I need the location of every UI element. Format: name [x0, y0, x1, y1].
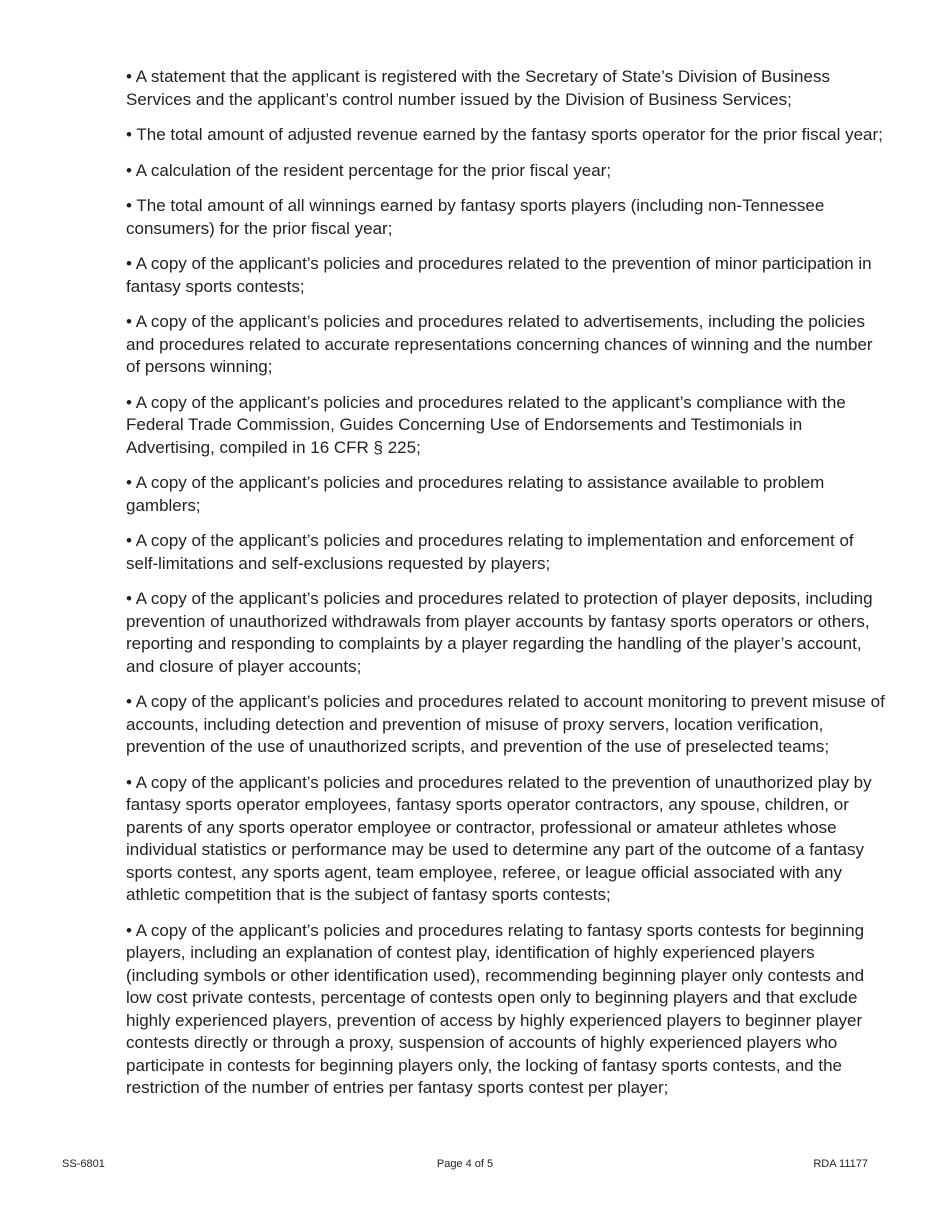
- list-item-unauthorized-play-policy: • A copy of the applicant’s policies and procedures related to the prevention of unauthorized play by fantasy sports operator employees, fantasy sports operator contractors, any spouse, children, or parents of any sports operator employee or contractor, professional or amateur athletes whose individual statistics or performance may be used to determine any part of the outcome of a fantasy sports contest, any sports agent, team employee, referee, or league official associated with any athletic competition that is the subject of fantasy sports contests;: [126, 772, 872, 904]
- list-item-resident-percentage: • A calculation of the resident percentage for the prior fiscal year;: [126, 160, 612, 180]
- list-item-minor-participation-policy: • A copy of the applicant’s policies and procedures related to the prevention of minor participation in fantasy sports contests;: [126, 254, 872, 296]
- list-item-player-deposit-policy: • A copy of the applicant’s policies and procedures related to protection of player deposits, including prevention of unauthorized withdrawals from player accounts by fantasy sports operators or others, reporting and responding to complaints by a player regarding the handling of the player’s account, and closure of player accounts;: [126, 589, 873, 676]
- list-item-account-monitoring-policy: • A copy of the applicant’s policies and procedures related to account monitoring to prevent misuse of accounts, including detection and prevention of misuse of proxy servers, location verification, prevention of the use of unauthorized scripts, and prevention of the use of preselected teams;: [126, 692, 885, 756]
- list-item-ftc-compliance-policy: • A copy of the applicant’s policies and procedures related to the applicant’s compliance with the Federal Trade Commission, Guides Concerning Use of Endorsements and Testimonials in Advertising, compiled in 16 CFR § 225;: [126, 392, 846, 457]
- list-item-problem-gambler-policy: • A copy of the applicant’s policies and procedures relating to assistance available to problem gamblers;: [126, 473, 825, 515]
- page-number: Page 4 of 5: [436, 1158, 494, 1170]
- requirements-list: [126, 66, 886, 1113]
- list-item-self-exclusion-policy: • A copy of the applicant’s policies and procedures relating to implementation and enforcement of self-limitations and self-exclusions requested by players;: [126, 531, 854, 573]
- list-item-registration-statement: • A statement that the applicant is registered with the Secretary of State’s Division of Business Services and the applicant’s control number issued by the Division of Business Services;: [126, 67, 830, 109]
- list-item-total-winnings: • The total amount of all winnings earned by fantasy sports players (including non-Tennessee consumers) for the prior fiscal year;: [126, 196, 825, 238]
- rda-number: RDA 11177: [813, 1158, 868, 1170]
- form-number: SS-6801: [62, 1158, 105, 1170]
- list-item-adjusted-revenue: • The total amount of adjusted revenue earned by the fantasy sports operator for the prior fiscal year;: [126, 125, 883, 144]
- page-footer: [62, 1158, 868, 1174]
- list-item-advertisement-policy: • A copy of the applicant’s policies and procedures related to advertisements, including the policies and procedures related to accurate representations concerning chances of winning and the number of persons winning;: [126, 312, 873, 376]
- list-item-beginning-players-policy: • A copy of the applicant’s policies and procedures relating to fantasy sports contests for beginning players, including an explanation of contest play, identification of highly experienced players (including symbols or other identification used), recommending beginning player only contests and low cost private contests, percentage of contests open only to beginning players and that exclude highly experienced players, prevention of access by highly experienced players to beginner player contests directly or through a proxy, suspension of accounts of highly experienced players who participate in contests for beginning players only, the locking of fantasy sports contests, and the restriction of the number of entries per fantasy sports contest per player;: [126, 920, 865, 1097]
